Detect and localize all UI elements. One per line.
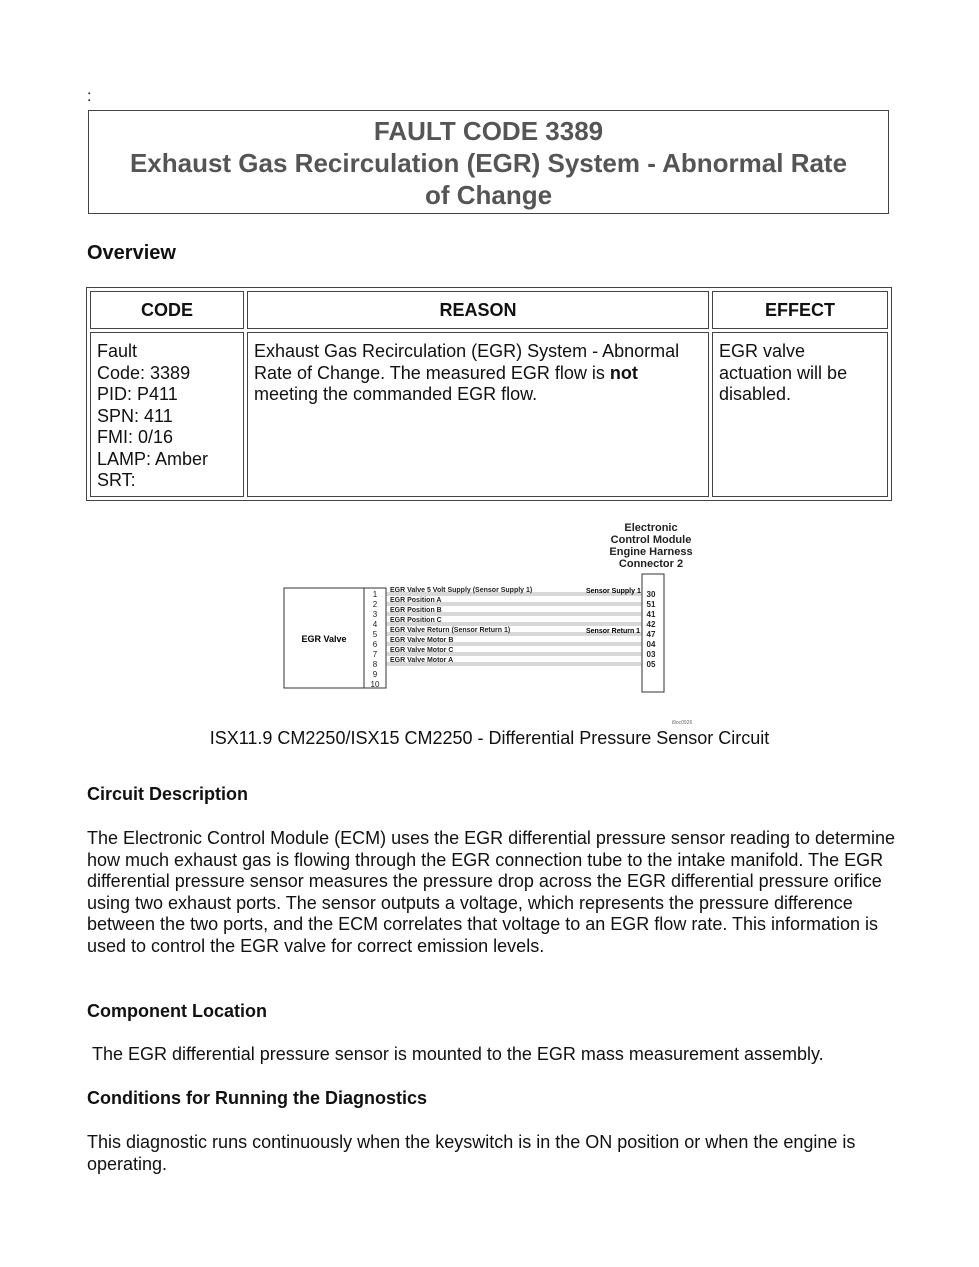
ecm-pin-number: 42	[646, 620, 656, 629]
code-cell	[90, 332, 244, 497]
header-reason: REASON	[247, 291, 709, 329]
code-line: SRT:	[97, 470, 136, 490]
valve-pin-number: 5	[372, 630, 378, 639]
component-text: The EGR differential pressure sensor is mounted to the EGR mass measurement assembly.	[87, 1044, 824, 1064]
code-line: PID: P411	[97, 384, 178, 404]
sensor-supply-label: Sensor Supply 1	[586, 588, 641, 595]
overview-table	[86, 287, 892, 501]
valve-pin-number: 3	[372, 610, 378, 619]
ecm-label: Engine Harness	[609, 546, 693, 558]
ecm-pin-number: 04	[646, 640, 656, 649]
valve-pin-number: 2	[372, 600, 378, 609]
reason-text-end: meeting the commanded EGR flow.	[254, 384, 538, 404]
valve-pin-number: 8	[372, 660, 378, 669]
figure-ref: t9oc0926	[671, 720, 693, 726]
wire-label: EGR Valve Motor C	[390, 647, 454, 654]
circuit-text: The Electronic Control Module (ECM) uses the EGR differential pressure sensor reading to determine how much exhaust gas is flowing through the EGR connection tube to the intake manifold. The EGR differential pressure sensor measures the pressure drop across the EGR differential pressure orifice using two exhaust ports. The sensor outputs a voltage, which represents the pressure difference between the two ports, and the ECM correlates that voltage to an EGR flow rate. This information is used to control the EGR valve for correct emission levels.	[87, 828, 896, 956]
header-effect: EFFECT	[712, 291, 888, 329]
valve-pin-number: 7	[372, 650, 378, 659]
ecm-pin-number: 41	[646, 610, 656, 619]
ecm-pin-number: 47	[646, 630, 656, 639]
ecm-pin-number: 03	[646, 650, 656, 659]
ecm-label: Connector 2	[618, 558, 684, 570]
ecm-label: Control Module	[610, 534, 692, 546]
code-line: FMI: 0/16	[97, 427, 174, 447]
code-line: SPN: 411	[97, 405, 173, 426]
sensor-return-label: Sensor Return 1	[586, 628, 641, 635]
fault-code-title: FAULT CODE 3389	[373, 116, 604, 146]
valve-pin-number: 1	[372, 590, 378, 599]
circuit-heading: Circuit Description	[87, 784, 249, 804]
fault-title-box	[88, 110, 889, 214]
wire-label: EGR Valve Motor A	[390, 657, 454, 664]
code-line: Code: 3389	[97, 362, 191, 383]
code-line: Fault	[97, 341, 138, 361]
header-code: CODE	[90, 291, 244, 329]
ecm-pin-number: 51	[646, 600, 656, 609]
wire-label: EGR Valve Return (Sensor Return 1)	[390, 627, 511, 634]
wire-label: EGR Position C	[390, 617, 442, 624]
reason-emphasis: not	[609, 362, 638, 383]
valve-pin-number: 6	[372, 640, 378, 649]
valve-pin-number: 9	[372, 670, 378, 679]
reason-text: Exhaust Gas Recirculation (EGR) System - Abnormal Rate of Change. The measured EGR flow is	[254, 341, 680, 383]
conditions-heading: Conditions for Running the Diagnostics	[87, 1088, 427, 1108]
wire-label: EGR Valve Motor B	[390, 637, 454, 644]
component-heading: Component Location	[87, 1001, 267, 1021]
page-prefix: :	[87, 88, 92, 105]
ecm-label: Electronic	[624, 522, 678, 534]
conditions-text: This diagnostic runs continuously when the keyswitch is in the ON position or when the engine is operating.	[87, 1132, 856, 1174]
reason-cell	[247, 332, 709, 497]
wiring-diagram	[280, 518, 700, 728]
egr-valve-label: EGR Valve	[301, 634, 347, 644]
code-line: LAMP: Amber	[97, 448, 209, 469]
wire-label: EGR Valve 5 Volt Supply (Sensor Supply 1)	[390, 587, 533, 594]
effect-cell: EGR valve actuation will be disabled.	[712, 332, 888, 497]
fault-description-title: Exhaust Gas Recirculation (EGR) System - Abnormal Rate	[129, 148, 848, 178]
valve-pin-number: 10	[370, 680, 380, 689]
ecm-pin-number: 05	[646, 660, 656, 669]
overview-heading: Overview	[87, 242, 176, 264]
wire-label: EGR Position A	[390, 597, 442, 604]
ecm-pin-number: 30	[646, 590, 656, 599]
diagram-caption: ISX11.9 CM2250/ISX15 CM2250 - Differential Pressure Sensor Circuit	[209, 728, 770, 748]
fault-description-title-cont: of Change	[424, 180, 553, 210]
wire-label: EGR Position B	[390, 607, 442, 614]
valve-pin-number: 4	[372, 620, 378, 629]
